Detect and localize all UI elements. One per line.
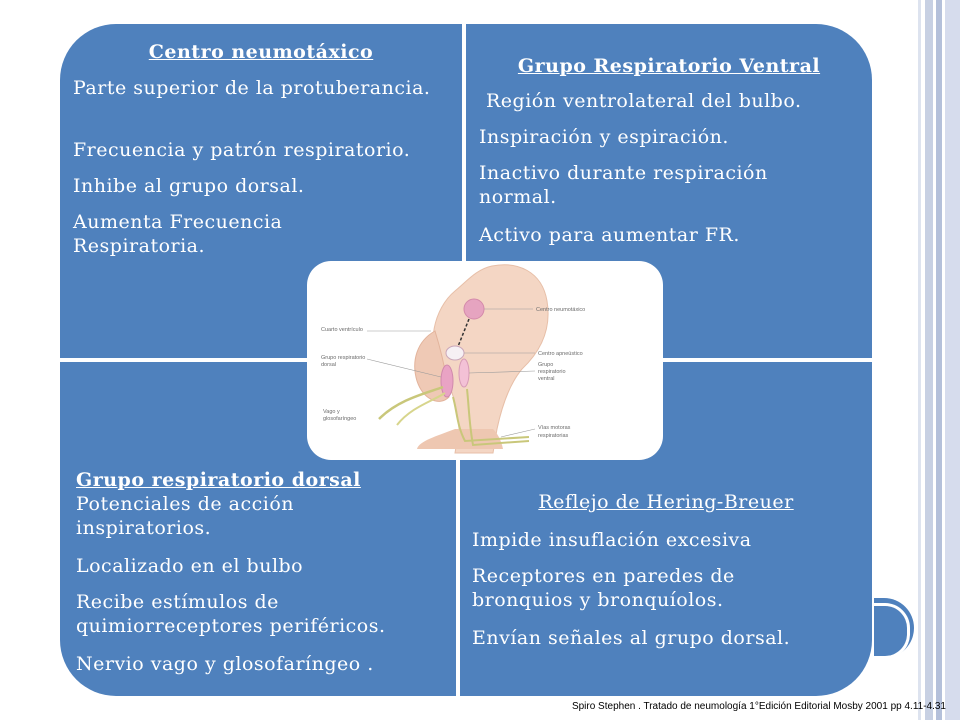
label-cuarto-ventriculo: Cuarto ventrículo — [321, 327, 363, 333]
panel-line: Frecuencia y patrón respiratorio. — [73, 139, 411, 161]
label-grupo-ventral: ventral — [538, 376, 555, 382]
panel-title: Reflejo de Hering-Breuer — [538, 491, 794, 513]
panel-title: Grupo Respiratorio Ventral — [517, 55, 821, 77]
brainstem-diagram — [307, 261, 663, 460]
label-vias-motoras: respiratorias — [538, 433, 569, 439]
panel-line: Región ventrolateral del bulbo. — [486, 90, 802, 112]
brainstem-illustration — [307, 261, 663, 460]
label-vago: glosofaríngeo — [323, 416, 357, 422]
label-vias-motoras: Vías motoras — [538, 425, 571, 431]
panel-line: Potenciales de acción inspiratorios. — [76, 493, 295, 539]
panel-line: Localizado en el bulbo — [76, 555, 304, 577]
panel-title: Grupo respiratorio dorsal — [76, 469, 361, 491]
grupo-dorsal-marker — [441, 365, 453, 397]
label-grupo-ventral: respiratorio — [538, 369, 566, 375]
reference-citation: Spiro Stephen . Tratado de neumología 1°Edición Editorial Mosby 2001 pp 4.11-4.31 — [571, 701, 946, 712]
centro-neumotaxico-marker — [464, 299, 484, 319]
panel-line: Activo para aumentar FR. — [479, 224, 740, 246]
panel-line: Envían señales al grupo dorsal. — [472, 627, 791, 649]
label-grupo-ventral: Grupo — [538, 362, 554, 368]
panel-line: Receptores en paredes de bronquios y bronquíolos. — [472, 565, 735, 611]
panel-line: Nervio vago y glosofaríngeo . — [76, 653, 374, 675]
decor-stripe-3 — [936, 0, 942, 720]
label-grupo-dorsal: dorsal — [321, 362, 336, 368]
label-centro-apneustico: Centro apneústico — [538, 351, 583, 357]
panel-line: Inspiración y espiración. — [479, 126, 729, 148]
label-centro-neumotaxico: Centro neumotáxico — [536, 307, 586, 313]
label-vago: Vago y — [323, 409, 340, 415]
glosofaringeo-nerve — [397, 393, 445, 425]
centro-apneustico-marker — [446, 346, 464, 360]
panel-line: Impide insuflación excesiva — [472, 529, 752, 551]
decor-stripe-2 — [925, 0, 933, 720]
panel-line: Aumenta Frecuencia Respiratoria. — [73, 211, 283, 257]
label-grupo-dorsal: Grupo respiratorio — [321, 355, 366, 361]
decor-stripe-1 — [918, 0, 921, 720]
panel-line: Recibe estímulos de quimiorreceptores periféricos. — [76, 591, 386, 637]
panel-line: Inactivo durante respiración normal. — [479, 162, 768, 208]
panel-line: Inhibe al grupo dorsal. — [73, 175, 305, 197]
panel-line: Parte superior de la protuberancia. — [73, 77, 431, 99]
decor-stripe-4 — [945, 0, 960, 720]
grupo-ventral-marker — [459, 359, 469, 387]
panel-title: Centro neumotáxico — [148, 41, 374, 63]
